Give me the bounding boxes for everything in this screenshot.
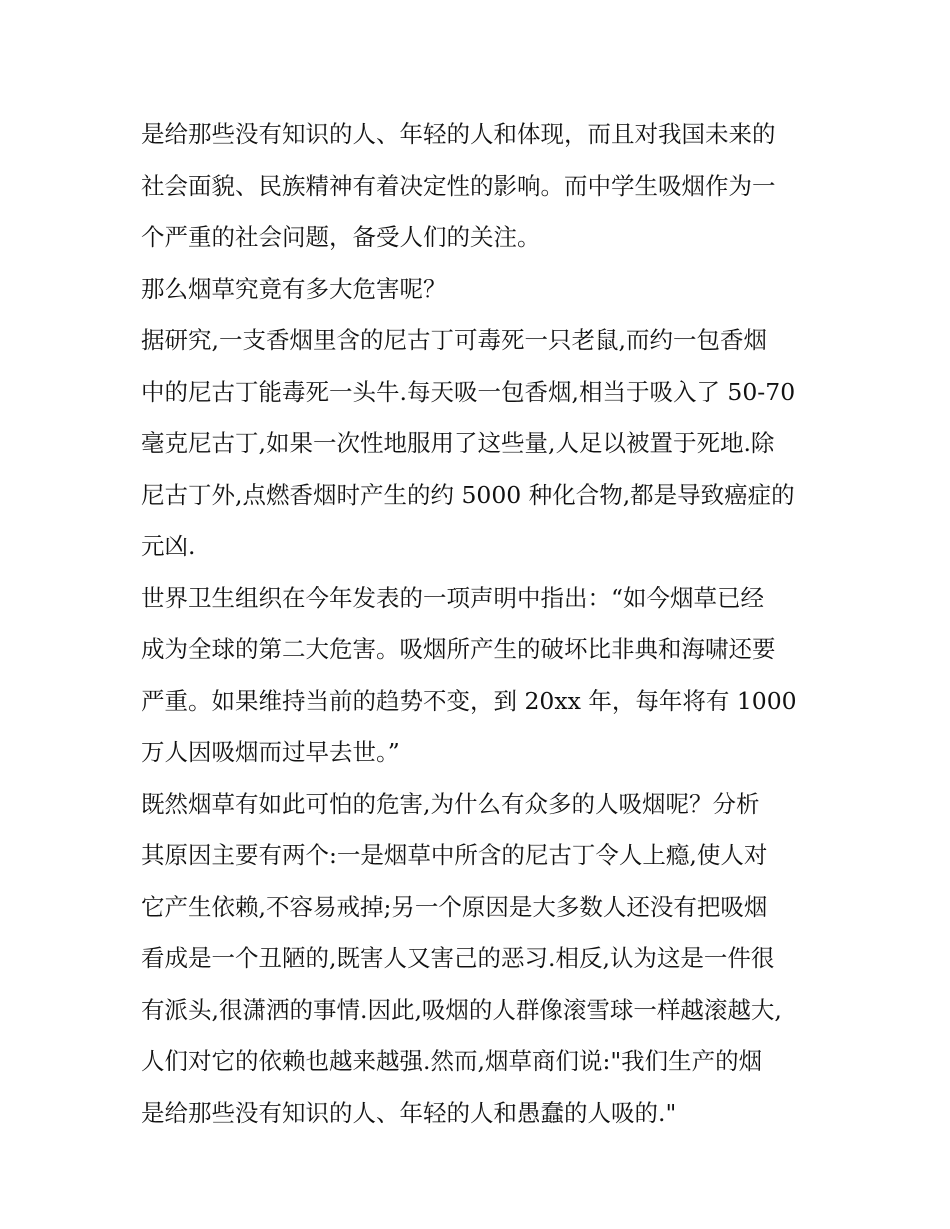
text-line: 成为全球的第二大危害。吸烟所产生的破坏比非典和海啸还要 bbox=[141, 635, 776, 663]
text-line: 据研究,一支香烟里含的尼古丁可毒死一只老鼠,而约一包香烟 bbox=[141, 326, 767, 354]
text-line: 人们对它的依赖也越来越强.然而,烟草商们说:"我们生产的烟 bbox=[141, 1047, 763, 1075]
text-line: 万人因吸烟而过早去世。” bbox=[141, 738, 400, 766]
text-line: 其原因主要有两个:一是烟草中所含的尼古丁令人上瘾,使人对 bbox=[141, 841, 768, 869]
text-line: 毫克尼古丁,如果一次性地服用了这些量,人足以被置于死地.除 bbox=[141, 429, 775, 457]
text-line: 那么烟草究竟有多大危害呢？ bbox=[141, 274, 447, 303]
text-line: 它产生依赖,不容易戒掉;另一个原因是大多数人还没有把吸烟 bbox=[141, 892, 768, 921]
text-line: 世界卫生组织在今年发表的一项声明中指出：“如今烟草已经 bbox=[141, 583, 765, 612]
text-line: 严重。如果维持当前的趋势不变，到 20xx 年，每年将有 1000 bbox=[141, 686, 797, 715]
text-line: 是给那些没有知识的人、年轻的人和愚蠢的人吸的." bbox=[141, 1098, 677, 1127]
text-line: 尼古丁外,点燃香烟时产生的约 5000 种化合物,都是导致癌症的 bbox=[141, 480, 795, 509]
text-line: 看成是一个丑陋的,既害人又害己的恶习.相反,认为这是一件很 bbox=[141, 944, 775, 972]
text-line: 是给那些没有知识的人、年轻的人和体现，而且对我国未来的 bbox=[141, 120, 776, 148]
text-line: 元凶. bbox=[141, 532, 196, 560]
document-body bbox=[141, 109, 813, 1139]
text-line: 个严重的社会问题，备受人们的关注。 bbox=[141, 223, 541, 251]
text-line: 有派头,很潇洒的事情.因此,吸烟的人群像滚雪球一样越滚越大, bbox=[141, 995, 782, 1024]
text-line: 既然烟草有如此可怕的危害,为什么有众多的人吸烟呢？分析 bbox=[141, 789, 760, 818]
text-line: 中的尼古丁能毒死一头牛.每天吸一包香烟,相当于吸入了 50-70 bbox=[141, 377, 796, 406]
text-line: 社会面貌、民族精神有着决定性的影响。而中学生吸烟作为一 bbox=[141, 171, 776, 200]
